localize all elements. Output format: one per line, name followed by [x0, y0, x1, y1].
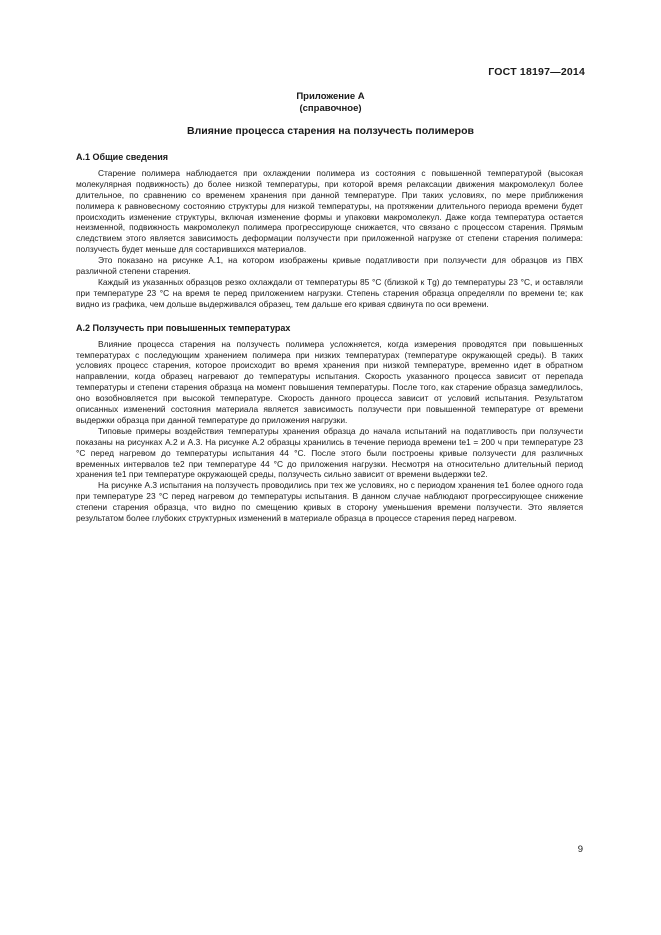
paragraph: Влияние процесса старения на ползучесть полимера усложняется, когда измерения проводятся при повышенных температурах с последующим хранением полимера при низких температурах (температуре окружающей среды). В таких условиях процесс старения, которое происходит во время хранения при низкой температуре, временно идет в обратном направлении, когда образец нагревают до температуры испытания. Скорость указанного процесса зависит от перепада температуры и степени старения образца на момент повышения температуры. После того, как старение образца замедлилось, оно возобновляется при высокой температуре. Скорость данного процесса зависит от условий испытания. Результатом описанных изменений состояния материала является зависимость ползучести при повышенной температуре от времени выдержки образца при данной температуре до приложения нагрузки. [76, 338, 583, 425]
document-code: ГОСТ 18197—2014 [488, 66, 585, 78]
paragraph: Старение полимера наблюдается при охлаждении полимера из состояния с повышенной температурой (высокая молекулярная подвижность) до более низкой температуры, при которой время релаксации движения макромолекул более длительное, по сравнению со временем хранения при данной температуре. При таких условиях, по мере приближения полимера к равновесному состоянию структуры для низкой температуры, на протяжении длительного периода времени будет происходить изменение структуры, включая изменение формы и упаковки макромолекул. Даже когда температура остается неизменной, подвижность макромолекул полимера прогрессирующе снижается, что связано с процессом старения. Прямым следствием этого является зависимость деформации ползучести при приложенной нагрузке от степени старения полимера: ползучесть будет меньше для состарившихся материалов. [76, 167, 583, 255]
page-number: 9 [577, 844, 583, 855]
section-heading-a2: А.2 Ползучесть при повышенных температурах [76, 322, 291, 333]
paragraph: Каждый из указанных образцов резко охлаждали от температуры 85 °С (близкой к Tg) до температуры 23 °С, и оставляли при температуре 23 °С на время te перед приложением нагрузки. Степень старения образца определяли по времени te; как видно из графика, чем дольше выдерживался образец, тем дальше его кривая сдвинута по оси времени. [76, 276, 583, 309]
appendix-label: Приложение А [296, 91, 365, 102]
paragraph: Типовые примеры воздействия температуры хранения образца до начала испытаний на податливость при ползучести показаны на рисунках А.2 и А.3. На рисунке А.2 образцы хранились в течение периода времени te1 = 200 ч при температуре 23 °С перед нагревом до температуры испытания 44 °С. После этого были построены кривые ползучести для различных временных интервалов te2 при температуре 44 °С до приложения нагрузки. Несмотря на относительно длительный период хранения te1 при температуре окружающей среды, ползучесть сильно зависит от времени выдержки te2. [76, 425, 583, 480]
appendix-heading [0, 91, 661, 115]
paragraph: Это показано на рисунке А.1, на котором изображены кривые податливости при ползучести для образцов из ПВХ различной степени старения. [76, 255, 583, 277]
appendix-title: Влияние процесса старения на ползучесть полимеров [187, 125, 474, 137]
appendix-sublabel: (справочное) [299, 103, 362, 114]
paragraph: На рисунке А.3 испытания на ползучесть проводились при тех же условиях, но с периодом хранения te1 более одного года при температуре 23 °С перед нагревом до температуры испытания. В данном случае наблюдают прогрессирующее снижение степени старения образца, что видно по смещению кривых в сторону уменьшения времени ползучести. Это является результатом более глубоких структурных изменений в материале образца в процессе старения перед нагревом. [76, 480, 583, 524]
document-body [76, 152, 583, 524]
section-heading-a1: А.1 Общие сведения [76, 152, 169, 162]
